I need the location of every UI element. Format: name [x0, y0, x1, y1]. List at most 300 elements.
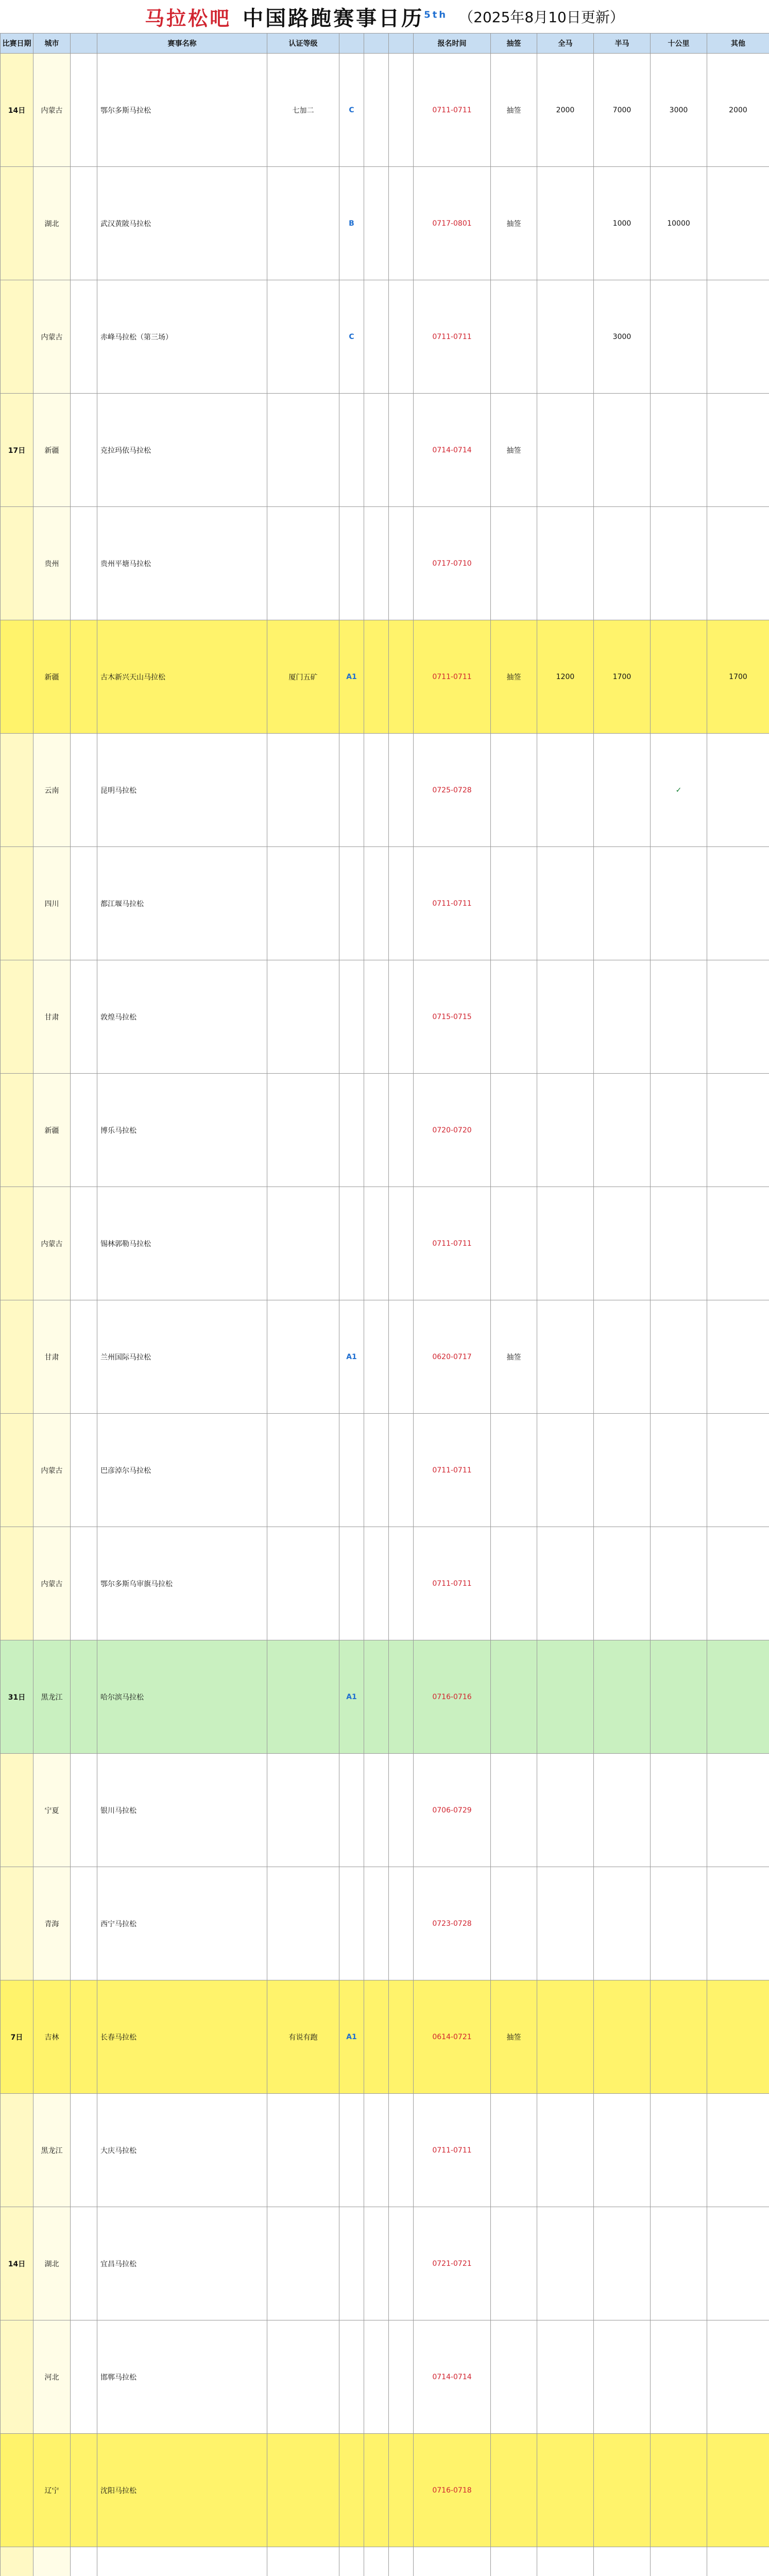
spacer-cell	[364, 394, 389, 507]
date-cell	[1, 620, 33, 734]
cert-cell	[267, 2207, 339, 2320]
spacer-cell	[364, 1640, 389, 1754]
spacer-cell	[364, 734, 389, 847]
level-cell: B	[339, 167, 364, 280]
race-rows	[1, 54, 769, 2576]
spacer-cell	[389, 1187, 414, 1300]
table-row[interactable]	[1, 960, 769, 1074]
race-name	[97, 2547, 267, 2576]
registration-date: 0711-0711	[414, 1414, 491, 1527]
lottery-cell	[491, 960, 537, 1074]
race-name: 贵州平塘马拉松	[97, 507, 267, 620]
race-calendar-table	[0, 33, 769, 2576]
spacer-cell	[364, 1300, 389, 1414]
cert-cell	[267, 280, 339, 394]
spacer-cell	[389, 1980, 414, 2094]
spacer-cell	[389, 960, 414, 1074]
level-cell	[339, 1074, 364, 1187]
spacer-cell	[389, 2207, 414, 2320]
lottery-cell	[491, 1527, 537, 1640]
lottery-cell: 抽签	[491, 620, 537, 734]
lottery-cell	[491, 734, 537, 847]
full-marathon-quota	[537, 1867, 594, 1980]
province-cell: 内蒙古	[33, 54, 71, 167]
province-cell: 宁夏	[33, 1754, 71, 1867]
full-marathon-quota: 2000	[537, 54, 594, 167]
table-row[interactable]	[1, 2207, 769, 2320]
race-name: 赤峰马拉松（第三场）	[97, 280, 267, 394]
cert-cell	[267, 2094, 339, 2207]
other-quota	[707, 2320, 769, 2434]
lottery-cell	[491, 2207, 537, 2320]
date-cell: 14日	[1, 2207, 33, 2320]
half-marathon-quota	[594, 1640, 651, 1754]
ten-k-quota	[651, 847, 707, 960]
date-cell	[1, 734, 33, 847]
lottery-cell: 抽签	[491, 54, 537, 167]
spacer-cell	[389, 1527, 414, 1640]
spacer-cell	[364, 847, 389, 960]
spacer-cell	[71, 2094, 97, 2207]
spacer-cell	[364, 2320, 389, 2434]
other-quota	[707, 1754, 769, 1867]
ten-k-quota	[651, 1187, 707, 1300]
ten-k-quota: 10000	[651, 167, 707, 280]
registration-date: 0711-0711	[414, 280, 491, 394]
lottery-cell	[491, 2547, 537, 2576]
registration-date: 0721-0721	[414, 2207, 491, 2320]
spacer-cell	[389, 54, 414, 167]
date-cell: 17日	[1, 394, 33, 507]
full-marathon-quota	[537, 2207, 594, 2320]
level-cell	[339, 2094, 364, 2207]
cert-cell	[267, 734, 339, 847]
title-text: 中国路跑赛事日历	[243, 6, 424, 30]
race-name: 沈阳马拉松	[97, 2434, 267, 2547]
other-quota	[707, 1527, 769, 1640]
date-cell	[1, 2320, 33, 2434]
level-cell: C	[339, 54, 364, 167]
spacer-cell	[389, 847, 414, 960]
lottery-cell	[491, 1867, 537, 1980]
registration-date: 0711-0711	[414, 54, 491, 167]
column-header	[339, 33, 364, 54]
province-cell: 新疆	[33, 394, 71, 507]
full-marathon-quota	[537, 2547, 594, 2576]
province-cell: 河北	[33, 2320, 71, 2434]
ten-k-quota: ✓	[651, 734, 707, 847]
half-marathon-quota: 7000	[594, 54, 651, 167]
race-name: 鄂尔多斯乌审旗马拉松	[97, 1527, 267, 1640]
province-cell: 黑龙江	[33, 1640, 71, 1754]
lottery-cell	[491, 2434, 537, 2547]
other-quota	[707, 1074, 769, 1187]
level-cell	[339, 2434, 364, 2547]
date-cell	[1, 507, 33, 620]
other-quota	[707, 1980, 769, 2094]
table-row[interactable]	[1, 507, 769, 620]
lottery-cell	[491, 1754, 537, 1867]
column-header: 抽签	[491, 33, 537, 54]
spacer-cell	[71, 960, 97, 1074]
province-cell: 青海	[33, 1867, 71, 1980]
level-cell	[339, 1527, 364, 1640]
other-quota	[707, 280, 769, 394]
date-cell	[1, 167, 33, 280]
table-row[interactable]	[1, 620, 769, 734]
province-cell: 新疆	[33, 1074, 71, 1187]
ten-k-quota: 3000	[651, 54, 707, 167]
spacer-cell	[389, 1074, 414, 1187]
full-marathon-quota	[537, 280, 594, 394]
level-cell	[339, 1187, 364, 1300]
other-quota	[707, 2434, 769, 2547]
date-cell	[1, 280, 33, 394]
spacer-cell	[389, 2547, 414, 2576]
spacer-cell	[364, 280, 389, 394]
race-name: 都江堰马拉松	[97, 847, 267, 960]
level-cell: A1	[339, 1980, 364, 2094]
level-cell	[339, 734, 364, 847]
race-name: 敦煌马拉松	[97, 960, 267, 1074]
spacer-cell	[389, 734, 414, 847]
spacer-cell	[364, 54, 389, 167]
level-cell	[339, 1414, 364, 1527]
ten-k-quota	[651, 1640, 707, 1754]
table-row[interactable]	[1, 1300, 769, 1414]
column-header: 报名时间	[414, 33, 491, 54]
full-marathon-quota	[537, 507, 594, 620]
spacer-cell	[71, 507, 97, 620]
date-cell	[1, 960, 33, 1074]
full-marathon-quota	[537, 734, 594, 847]
lottery-cell	[491, 847, 537, 960]
cert-cell	[267, 847, 339, 960]
date-cell	[1, 847, 33, 960]
level-cell	[339, 1867, 364, 1980]
table-row[interactable]	[1, 2320, 769, 2434]
registration-date: 0716-0718	[414, 2434, 491, 2547]
column-header: 其他	[707, 33, 769, 54]
registration-date	[414, 2547, 491, 2576]
level-cell	[339, 1754, 364, 1867]
registration-date: 0714-0714	[414, 2320, 491, 2434]
registration-date: 0711-0711	[414, 620, 491, 734]
ten-k-quota	[651, 2434, 707, 2547]
full-marathon-quota: 1200	[537, 620, 594, 734]
lottery-cell	[491, 280, 537, 394]
race-name: 鄂尔多斯马拉松	[97, 54, 267, 167]
spacer-cell	[364, 1414, 389, 1527]
page-header	[0, 0, 769, 33]
table-row[interactable]	[1, 1074, 769, 1187]
table-row[interactable]	[1, 1187, 769, 1300]
cert-cell	[267, 960, 339, 1074]
table-row[interactable]	[1, 1754, 769, 1867]
full-marathon-quota	[537, 1074, 594, 1187]
date-cell	[1, 1300, 33, 1414]
half-marathon-quota	[594, 1074, 651, 1187]
registration-date: 0717-0801	[414, 167, 491, 280]
column-header: 赛事名称	[97, 33, 267, 54]
spacer-cell	[71, 1074, 97, 1187]
cert-cell	[267, 1187, 339, 1300]
registration-date: 0706-0729	[414, 1754, 491, 1867]
table-row[interactable]	[1, 1414, 769, 1527]
date-cell	[1, 1074, 33, 1187]
spacer-cell	[389, 1867, 414, 1980]
half-marathon-quota	[594, 1867, 651, 1980]
level-cell	[339, 847, 364, 960]
full-marathon-quota	[537, 1187, 594, 1300]
date-cell	[1, 1414, 33, 1527]
other-quota	[707, 734, 769, 847]
spacer-cell	[364, 2547, 389, 2576]
ten-k-quota	[651, 2547, 707, 2576]
other-quota	[707, 507, 769, 620]
spacer-cell	[364, 167, 389, 280]
province-cell	[33, 2547, 71, 2576]
full-marathon-quota	[537, 1300, 594, 1414]
table-row[interactable]	[1, 2547, 769, 2576]
registration-date: 0711-0711	[414, 2094, 491, 2207]
race-name: 长春马拉松	[97, 1980, 267, 2094]
registration-date: 0715-0715	[414, 960, 491, 1074]
ten-k-quota	[651, 2094, 707, 2207]
province-cell: 黑龙江	[33, 2094, 71, 2207]
half-marathon-quota	[594, 2207, 651, 2320]
table-row[interactable]	[1, 1980, 769, 2094]
ten-k-quota	[651, 280, 707, 394]
registration-date: 0711-0711	[414, 1187, 491, 1300]
lottery-cell: 抽签	[491, 394, 537, 507]
spacer-cell	[71, 1980, 97, 2094]
spacer-cell	[71, 1640, 97, 1754]
edition-badge: 5th	[424, 9, 448, 21]
ten-k-quota	[651, 2207, 707, 2320]
spacer-cell	[71, 620, 97, 734]
half-marathon-quota	[594, 1300, 651, 1414]
spacer-cell	[364, 1527, 389, 1640]
table-row[interactable]	[1, 54, 769, 167]
half-marathon-quota	[594, 1187, 651, 1300]
cert-cell: 厦门五矿	[267, 620, 339, 734]
spacer-cell	[364, 507, 389, 620]
spacer-cell	[389, 620, 414, 734]
race-name: 博乐马拉松	[97, 1074, 267, 1187]
registration-date: 0720-0720	[414, 1074, 491, 1187]
spacer-cell	[71, 1527, 97, 1640]
other-quota	[707, 1640, 769, 1754]
race-name: 银川马拉松	[97, 1754, 267, 1867]
spacer-cell	[389, 1300, 414, 1414]
full-marathon-quota	[537, 1754, 594, 1867]
half-marathon-quota	[594, 1980, 651, 2094]
registration-date: 0714-0714	[414, 394, 491, 507]
half-marathon-quota: 1000	[594, 167, 651, 280]
spacer-cell	[364, 2434, 389, 2547]
province-cell: 云南	[33, 734, 71, 847]
race-name: 哈尔滨马拉松	[97, 1640, 267, 1754]
table-row[interactable]	[1, 280, 769, 394]
full-marathon-quota	[537, 1527, 594, 1640]
table-row[interactable]	[1, 2094, 769, 2207]
date-cell: 31日	[1, 1640, 33, 1754]
full-marathon-quota	[537, 394, 594, 507]
table-row[interactable]	[1, 1527, 769, 1640]
province-cell: 新疆	[33, 620, 71, 734]
spacer-cell	[71, 1187, 97, 1300]
spacer-cell	[389, 167, 414, 280]
spacer-cell	[364, 2207, 389, 2320]
cert-cell	[267, 2547, 339, 2576]
lottery-cell: 抽签	[491, 167, 537, 280]
registration-date: 0717-0710	[414, 507, 491, 620]
half-marathon-quota	[594, 1527, 651, 1640]
table-row[interactable]	[1, 2434, 769, 2547]
level-cell	[339, 394, 364, 507]
spacer-cell	[389, 1640, 414, 1754]
column-header: 半马	[594, 33, 651, 54]
lottery-cell	[491, 1187, 537, 1300]
ten-k-quota	[651, 1074, 707, 1187]
registration-date: 0723-0728	[414, 1867, 491, 1980]
spacer-cell	[71, 1867, 97, 1980]
ten-k-quota	[651, 1527, 707, 1640]
level-cell: C	[339, 280, 364, 394]
level-cell: A1	[339, 1300, 364, 1414]
date-cell	[1, 1527, 33, 1640]
cert-cell	[267, 394, 339, 507]
table-row[interactable]	[1, 1867, 769, 1980]
cert-cell	[267, 2320, 339, 2434]
race-name: 克拉玛依马拉松	[97, 394, 267, 507]
column-header	[71, 33, 97, 54]
race-name: 巴彦淖尔马拉松	[97, 1414, 267, 1527]
table-row[interactable]	[1, 847, 769, 960]
spacer-cell	[71, 54, 97, 167]
race-name: 古木新兴天山马拉松	[97, 620, 267, 734]
registration-date: 0725-0728	[414, 734, 491, 847]
spacer-cell	[71, 1754, 97, 1867]
spacer-cell	[364, 1980, 389, 2094]
date-cell	[1, 1754, 33, 1867]
half-marathon-quota	[594, 2094, 651, 2207]
lottery-cell	[491, 1640, 537, 1754]
spacer-cell	[71, 847, 97, 960]
other-quota	[707, 2094, 769, 2207]
other-quota	[707, 2207, 769, 2320]
date-cell	[1, 2434, 33, 2547]
registration-date: 0711-0711	[414, 847, 491, 960]
spacer-cell	[389, 2320, 414, 2434]
lottery-cell	[491, 2094, 537, 2207]
level-cell	[339, 960, 364, 1074]
spacer-cell	[364, 2094, 389, 2207]
spacer-cell	[364, 1754, 389, 1867]
ten-k-quota	[651, 2320, 707, 2434]
date-cell	[1, 2547, 33, 2576]
spacer-cell	[71, 1300, 97, 1414]
other-quota	[707, 1187, 769, 1300]
spacer-cell	[71, 280, 97, 394]
half-marathon-quota: 1700	[594, 620, 651, 734]
column-header	[389, 33, 414, 54]
spacer-cell	[389, 1414, 414, 1527]
full-marathon-quota	[537, 2094, 594, 2207]
half-marathon-quota	[594, 2547, 651, 2576]
lottery-cell	[491, 507, 537, 620]
cert-cell	[267, 1527, 339, 1640]
full-marathon-quota	[537, 960, 594, 1074]
registration-date: 0620-0717	[414, 1300, 491, 1414]
full-marathon-quota	[537, 847, 594, 960]
province-cell: 湖北	[33, 2207, 71, 2320]
spacer-cell	[364, 1187, 389, 1300]
spacer-cell	[389, 507, 414, 620]
other-quota	[707, 167, 769, 280]
other-quota	[707, 1300, 769, 1414]
lottery-cell	[491, 1414, 537, 1527]
table-row[interactable]	[1, 167, 769, 280]
half-marathon-quota	[594, 2434, 651, 2547]
ten-k-quota	[651, 620, 707, 734]
province-cell: 内蒙古	[33, 1527, 71, 1640]
page-title	[243, 2, 448, 31]
date-cell	[1, 1867, 33, 1980]
race-name: 西宁马拉松	[97, 1867, 267, 1980]
half-marathon-quota	[594, 847, 651, 960]
race-name: 兰州国际马拉松	[97, 1300, 267, 1414]
spacer-cell	[71, 2434, 97, 2547]
date-cell: 14日	[1, 54, 33, 167]
cert-cell	[267, 1414, 339, 1527]
spacer-cell	[71, 2320, 97, 2434]
ten-k-quota	[651, 1867, 707, 1980]
date-cell	[1, 2094, 33, 2207]
full-marathon-quota	[537, 2320, 594, 2434]
cert-cell	[267, 1074, 339, 1187]
column-header: 城市	[33, 33, 71, 54]
race-name: 大庆马拉松	[97, 2094, 267, 2207]
spacer-cell	[389, 280, 414, 394]
full-marathon-quota	[537, 1640, 594, 1754]
table-row[interactable]	[1, 734, 769, 847]
other-quota	[707, 394, 769, 507]
column-header	[364, 33, 389, 54]
spacer-cell	[71, 1414, 97, 1527]
table-row[interactable]	[1, 394, 769, 507]
province-cell: 内蒙古	[33, 1187, 71, 1300]
spacer-cell	[364, 620, 389, 734]
level-cell	[339, 2207, 364, 2320]
date-cell: 7日	[1, 1980, 33, 2094]
province-cell: 内蒙古	[33, 1414, 71, 1527]
race-name: 武汉黄陂马拉松	[97, 167, 267, 280]
race-name: 邯郸马拉松	[97, 2320, 267, 2434]
province-cell: 湖北	[33, 167, 71, 280]
table-row[interactable]	[1, 1640, 769, 1754]
race-name: 锡林郭勒马拉松	[97, 1187, 267, 1300]
province-cell: 四川	[33, 847, 71, 960]
full-marathon-quota	[537, 1414, 594, 1527]
level-cell	[339, 2320, 364, 2434]
spacer-cell	[71, 2207, 97, 2320]
spacer-cell	[71, 734, 97, 847]
cert-cell	[267, 1867, 339, 1980]
half-marathon-quota	[594, 734, 651, 847]
lottery-cell	[491, 2320, 537, 2434]
